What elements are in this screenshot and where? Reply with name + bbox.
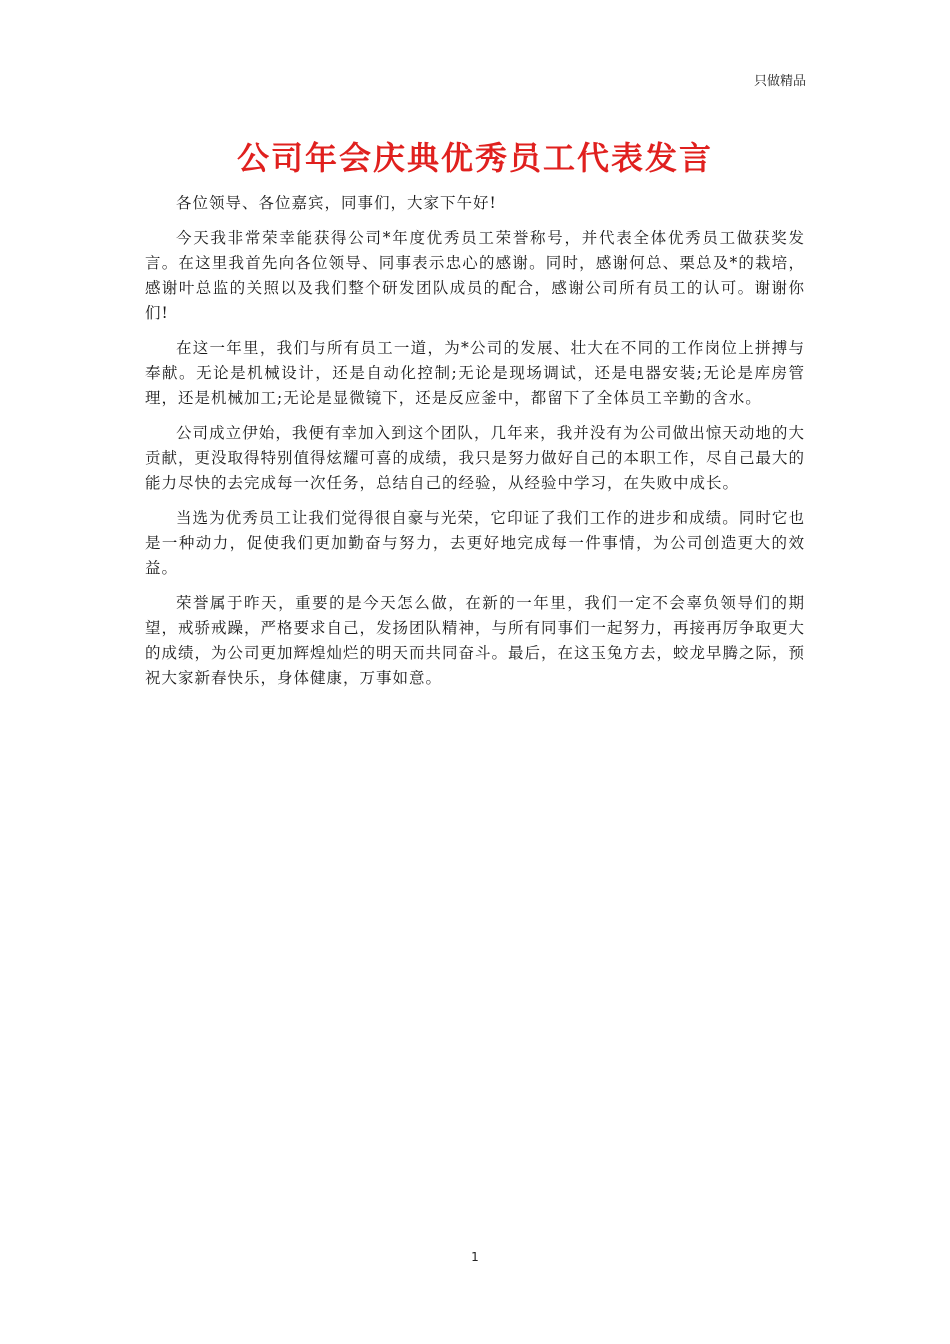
document-title: 公司年会庆典优秀员工代表发言 [236, 139, 713, 177]
document-body [145, 191, 805, 701]
paragraph-thanks: 今天我非常荣幸能获得公司*年度优秀员工荣誉称号，并代表全体优秀员工做获奖发言。在这里我首先向各位领导、同事表示忠心的感谢。同时，感谢何总、栗总及*的栽培，感谢叶总监的关照以及我们整个研发团队成员的配合，感谢公司所有员工的认可。谢谢你们! [145, 229, 805, 322]
paragraph-honor: 当选为优秀员工让我们觉得很自豪与光荣，它印证了我们工作的进步和成绩。同时它也是一种动力，促使我们更加勤奋与努力，去更好地完成每一件事情，为公司创造更大的效益。 [145, 509, 805, 577]
header-note: 只做精品 [753, 74, 806, 89]
paragraph-personal-history: 公司成立伊始，我便有幸加入到这个团队，几年来，我并没有为公司做出惊天动地的大贡献，更没取得特别值得炫耀可喜的成绩，我只是努力做好自己的本职工作，尽自己最大的能力尽快的去完成每一次任务，总结自己的经验，从经验中学习，在失败中成长。 [145, 424, 806, 492]
paragraph-closing: 荣誉属于昨天，重要的是今天怎么做，在新的一年里，我们一定不会辜负领导们的期望，戒骄戒躁，严格要求自己，发扬团队精神，与所有同事们一起努力，再接再厉争取更大的成绩，为公司更加辉煌灿烂的明天而共同奋斗。最后，在这玉兔方去，蛟龙早腾之际，预祝大家新春快乐，身体健康，万事如意。 [145, 594, 806, 687]
paragraph-greeting: 各位领导、各位嘉宾，同事们，大家下午好! [176, 194, 497, 212]
paragraph-year-review: 在这一年里，我们与所有员工一道，为*公司的发展、壮大在不同的工作岗位上拼搏与奉献。无论是机械设计，还是自动化控制;无论是现场调试，还是电器安装;无论是库房管理，还是机械加工;无论是显微镜下，还是反应釜中，都留下了全体员工辛勤的含水。 [145, 339, 805, 407]
page-number: 1 [471, 1250, 479, 1264]
